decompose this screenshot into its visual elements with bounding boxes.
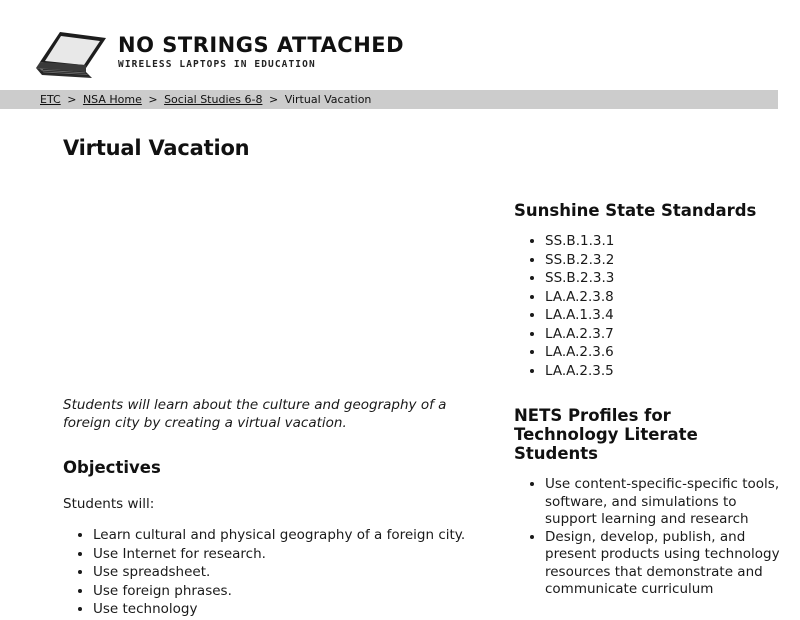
list-item: • Use foreign phrases. — [93, 583, 483, 601]
list-item: • Use technology — [93, 601, 483, 619]
nets-heading: NETS Profiles for Technology Literate Students — [514, 406, 698, 463]
lesson-summary: Students will learn about the culture and geography of a foreign city by creating a virtual vacation. — [63, 397, 447, 431]
breadcrumb-bar — [0, 90, 778, 109]
breadcrumb-item-nsa-home[interactable]: NSA Home — [82, 93, 142, 106]
list-item: • Use spreadsheet. — [93, 564, 483, 582]
laptop-icon — [34, 28, 112, 80]
breadcrumb-separator: > — [148, 93, 158, 106]
breadcrumb-separator: > — [268, 93, 279, 106]
objectives-intro: Students will: — [63, 496, 155, 512]
list-item: • Use content-specific-specific tools, software, and simulations to support learning and research — [545, 476, 780, 529]
page-title: Virtual Vacation — [63, 136, 250, 160]
standards-heading: Sunshine State Standards — [514, 201, 757, 220]
page-body — [0, 109, 800, 617]
breadcrumb-item-current: Virtual Vacation — [284, 93, 372, 106]
breadcrumb-item-etc[interactable]: ETC — [40, 93, 61, 106]
list-item: • LA.A.1.3.4 — [545, 307, 780, 325]
objectives-list — [63, 527, 483, 619]
list-item: • LA.A.2.3.6 — [545, 344, 780, 362]
list-item: • SS.B.2.3.3 — [545, 270, 780, 288]
breadcrumb — [40, 93, 371, 106]
site-logo[interactable] — [34, 26, 404, 80]
lesson-image-placeholder — [63, 160, 483, 396]
sidebar-column — [514, 109, 780, 599]
list-item: • Design, develop, publish, and present products using technology resources that demonstrate and communicate curriculum — [545, 529, 780, 599]
main-content-column — [63, 109, 483, 620]
site-header — [0, 0, 800, 88]
logo-wordmark — [118, 34, 404, 70]
list-item: • LA.A.2.3.7 — [545, 326, 780, 344]
list-item: • SS.B.2.3.2 — [545, 252, 780, 270]
breadcrumb-item-social-studies[interactable]: Social Studies 6-8 — [164, 93, 263, 106]
list-item: • Learn cultural and physical geography of a foreign city. — [93, 527, 483, 545]
list-item: • LA.A.2.3.5 — [545, 363, 780, 381]
logo-subtitle: WIRELESS LAPTOPS IN EDUCATION — [118, 59, 316, 71]
list-item: • LA.A.2.3.8 — [545, 289, 780, 307]
logo-title: NO STRINGS ATTACHED — [118, 33, 405, 57]
list-item: • SS.B.1.3.1 — [545, 233, 780, 251]
breadcrumb-separator: > — [67, 93, 77, 106]
nets-list — [514, 476, 780, 599]
standards-list — [514, 233, 780, 380]
objectives-heading: Objectives — [63, 458, 161, 477]
list-item: • Use Internet for research. — [93, 546, 483, 564]
